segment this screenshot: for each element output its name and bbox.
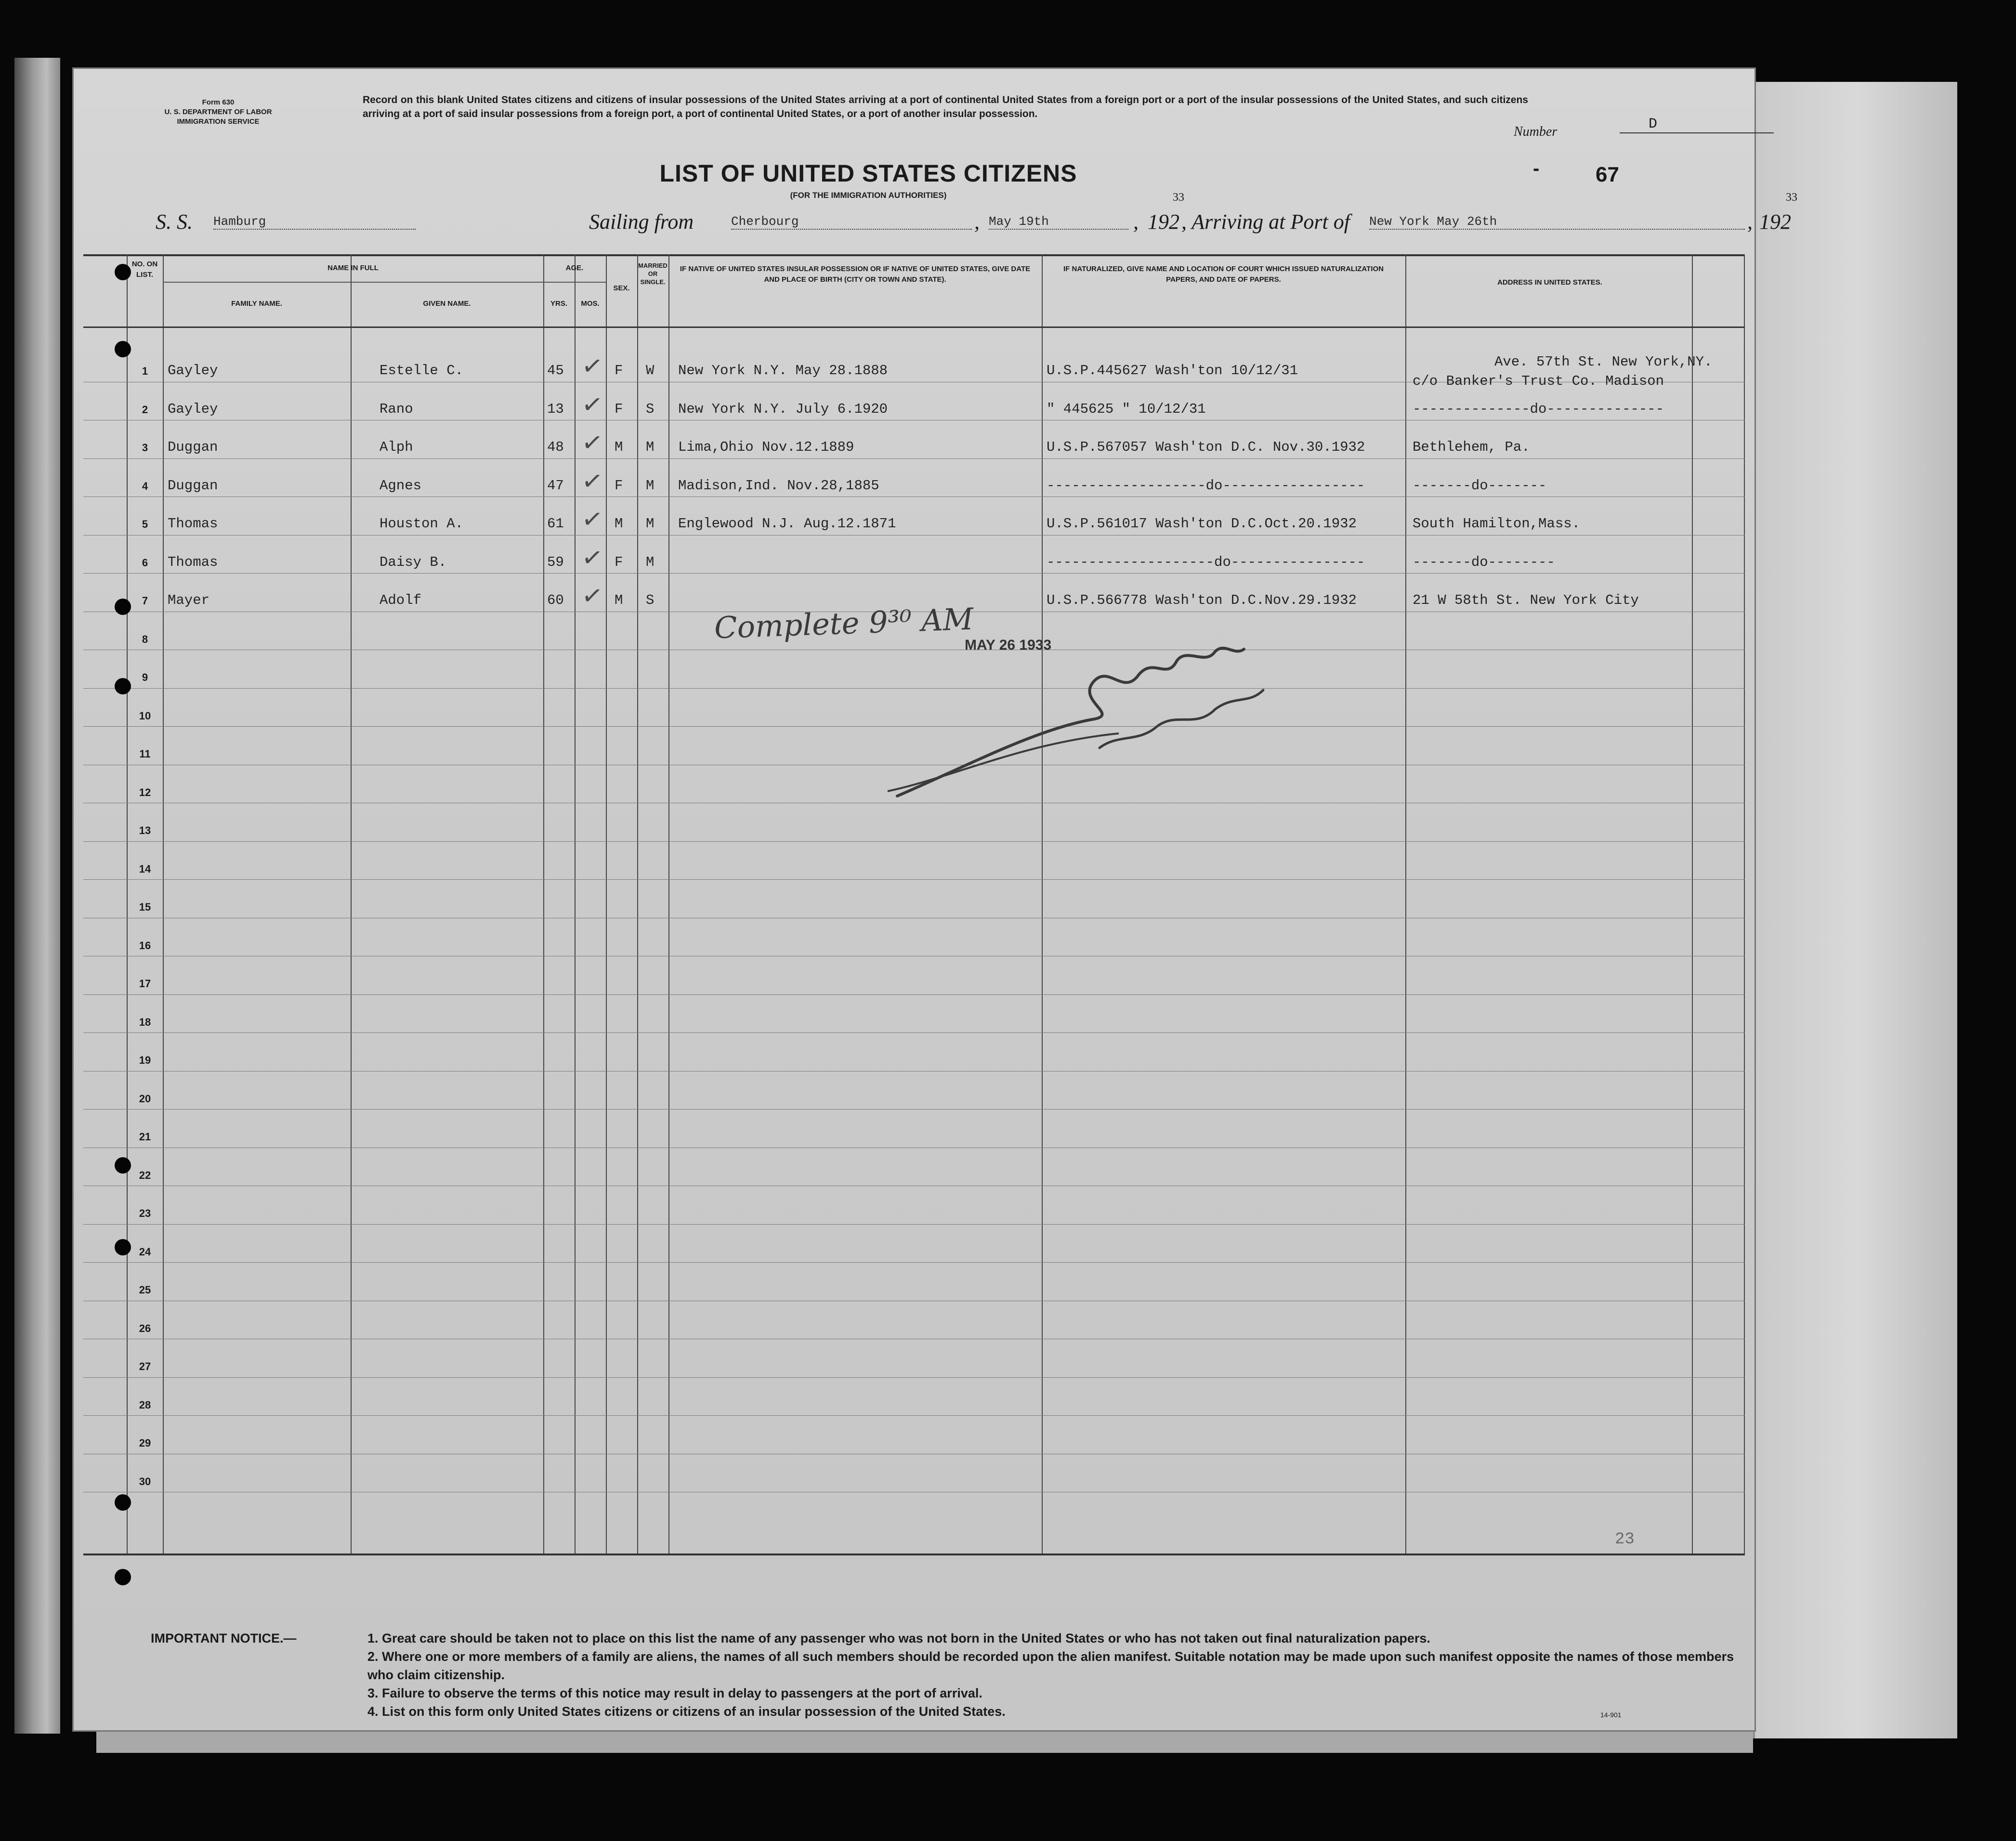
arrival-year: 192 [1759,210,1791,234]
punch-hole [115,1239,131,1255]
form-subtitle: (FOR THE IMMIGRATION AUTHORITIES) [790,191,947,200]
family-name-cell: Duggan [168,439,218,455]
row-rule [83,841,1745,842]
row-number: 24 [139,1245,151,1258]
ss-label: S. S. [156,210,193,234]
row-rule [83,1415,1745,1416]
marital-status-cell: M [646,477,655,494]
row-number: 5 [142,518,148,530]
row-number: 26 [139,1322,151,1334]
notice-list [367,1629,1735,1721]
row-number: 27 [139,1360,151,1372]
address-cell: -------do------- [1413,477,1547,494]
family-name-cell: Mayer [168,592,210,608]
col-divider [668,254,669,1554]
col-divider [575,254,576,1554]
row-number: 19 [139,1054,151,1066]
notice-heading: IMPORTANT NOTICE.— [151,1631,297,1645]
family-name-cell: Gayley [168,363,218,379]
sailing-year: 192 [1148,210,1179,234]
punch-hole [115,1569,131,1585]
inspector-signature [868,623,1302,806]
row-rule [83,1032,1745,1033]
header-name-in-full: NAME IN FULL [327,264,379,272]
naturalization-cell: U.S.P.567057 Wash'ton D.C. Nov.30.1932 [1047,439,1365,455]
marital-status-cell: M [646,516,655,532]
sex-cell: F [615,363,623,379]
sex-cell: F [615,477,623,494]
given-name-cell: Houston A. [380,516,464,532]
handwritten-completion-note: Complete 9³⁰ AM [713,601,974,646]
row-rule [83,1377,1745,1378]
right-page-underlay [1753,82,1957,1738]
department: U. S. DEPARTMENT OF LABOR [164,108,272,116]
header-given-name: GIVEN NAME. [423,300,471,308]
family-name-cell: Thomas [168,516,218,532]
manifest-form [72,67,1797,1732]
arrival-port-date: New York May 26th [1369,214,1745,230]
header-mos: MOS. [581,300,600,308]
notice-item: 2. Where one or more members of a family are aliens, the names of all such members should be recorded upon the alien manifest. Suitable notation may be made upon such manifest opposite the names of those members who claim citizenship. [367,1649,1734,1682]
given-name-cell: Rano [380,401,413,417]
row-rule [83,573,1745,574]
row-number: 25 [139,1284,151,1296]
header-no-on-list: NO. ON LIST. [131,260,158,279]
row-rule [83,1224,1745,1225]
given-name-cell: Agnes [380,477,422,494]
address-line-2-cell: c/o Banker's Trust Co. Madison [1413,373,1664,389]
naturalization-cell: U.S.P.445627 Wash'ton 10/12/31 [1047,363,1298,379]
row-number: 4 [142,480,148,492]
marital-status-cell: W [646,363,655,379]
punch-hole [115,341,131,357]
sailing-date: May 19th [989,214,1128,230]
row-rule [83,879,1745,880]
arriving-label: , Arriving at Port of [1181,210,1350,234]
header-sex: SEX. [613,284,630,292]
given-name-cell: Adolf [380,592,422,608]
form-title: LIST OF UNITED STATES CITIZENS [659,160,1077,187]
row-number: 15 [139,901,151,913]
form-instructions: Record on this blank United States citizens and citizens of insular possessions of the United States arriving at a port of continental United States from a foreign port or a port of the insular possessions of the United States, and such citizens arriving at a port of said insular possessions from a foreign port, a port of continental United States, or a port of another insular possession. [363,94,1528,119]
col-divider [1692,254,1693,1554]
col-divider [1042,254,1043,1554]
row-number: 20 [139,1092,151,1105]
col-divider [606,254,607,1554]
header-yrs: YRS. [550,300,567,308]
row-number: 21 [139,1131,151,1143]
punch-hole [115,599,131,615]
row-number: 7 [142,595,148,607]
table-bottom-border [83,1554,1745,1555]
table-top-border [83,254,1745,256]
given-name-cell: Daisy B. [380,554,447,570]
marital-status-cell: M [646,554,655,570]
sex-cell: F [615,401,623,417]
checkmark-icon: ✓ [580,581,605,612]
age-years-cell: 47 [547,477,564,494]
notice-item: 4. List on this form only United States citizens or citizens of an insular possession of the United States. [367,1704,1006,1719]
marital-status-cell: M [646,439,655,455]
col-divider [1744,254,1745,1554]
punch-hole [115,1494,131,1511]
row-number: 11 [139,748,151,760]
checkmark-icon: ✓ [580,352,605,382]
family-name-cell: Thomas [168,554,218,570]
naturalization-cell: " 445625 " 10/12/31 [1047,401,1206,417]
address-cell: -------do-------- [1413,554,1555,570]
address-cell: Ave. 57th St. New York,NY. [1494,354,1713,370]
row-rule [83,1262,1745,1263]
date-stamp: MAY 26 1933 [965,637,1052,653]
row-number: 8 [142,633,148,645]
arrival-year-suffix: 33 [1786,191,1797,204]
form-code: 14-901 [1600,1711,1622,1719]
row-rule [83,1109,1745,1110]
birth-cell: New York N.Y. July 6.1920 [678,401,888,417]
checkmark-icon: ✓ [580,543,605,574]
row-number: 9 [142,671,148,683]
col-divider [637,254,638,1554]
page-number-dash: - [1533,158,1540,179]
sex-cell: F [615,554,623,570]
birth-cell: Englewood N.J. Aug.12.1871 [678,516,896,532]
row-number: 10 [139,709,151,722]
row-rule [83,994,1745,995]
address-cell: 21 W 58th St. New York City [1413,592,1639,608]
checkmark-icon: ✓ [580,428,605,458]
punch-hole [115,678,131,694]
ship-name: Hamburg [213,214,416,230]
sailing-from-label: Sailing from [589,210,694,234]
address-cell: --------------do-------------- [1413,401,1664,417]
age-years-cell: 13 [547,401,564,417]
notice-item: 1. Great care should be taken not to place on this list the name of any passenger who was not born in the United States or who has not taken out final naturalization papers. [367,1631,1430,1645]
row-number: 12 [139,786,151,798]
checkmark-icon: ✓ [580,390,605,420]
checkmark-icon: ✓ [580,466,605,497]
voyage-line: S. S. Hamburg Sailing from Cherbourg , May 19th , 192 33 , Arriving at Port of New York May 26th , 192 33 [156,191,1797,234]
row-number: 14 [139,862,151,875]
sailing-year-suffix: 33 [1173,191,1184,204]
birth-cell: Madison,Ind. Nov.28,1885 [678,477,879,494]
row-number: 30 [139,1475,151,1488]
checkmark-icon: ✓ [580,505,605,535]
col-divider [163,254,164,1554]
row-number: 1 [142,365,148,377]
naturalization-cell: --------------------do---------------- [1047,554,1365,570]
family-name-cell: Duggan [168,477,218,494]
header-age: AGE. [565,264,584,272]
age-years-cell: 61 [547,516,564,532]
row-number: 22 [139,1169,151,1181]
page-number: 67 [1596,163,1619,186]
naturalization-cell: U.S.P.561017 Wash'ton D.C.Oct.20.1932 [1047,516,1357,532]
form-number: Form 630 [202,98,235,106]
left-page-edge [14,58,60,1734]
address-cell: South Hamilton,Mass. [1413,516,1581,532]
age-years-cell: 60 [547,592,564,608]
header-married-or-single: MARRIED OR SINGLE. [638,262,668,286]
row-number: 18 [139,1016,151,1028]
row-number: 17 [139,978,151,990]
row-number: 6 [142,556,148,569]
passenger-table [83,254,1745,1554]
age-years-cell: 45 [547,363,564,379]
service: IMMIGRATION SERVICE [177,118,260,126]
col-divider [1405,254,1406,1554]
given-name-cell: Alph [380,439,413,455]
punch-hole [115,264,131,280]
row-number: 13 [139,824,151,836]
row-number: 3 [142,442,148,454]
notice-item: 3. Failure to observe the terms of this notice may result in delay to passengers at the port of arrival. [367,1686,982,1700]
sex-cell: M [615,516,623,532]
birth-cell: Lima,Ohio Nov.12.1889 [678,439,854,455]
row-rule [83,458,1745,459]
naturalization-cell: U.S.P.566778 Wash'ton D.C.Nov.29.1932 [1047,592,1357,608]
sailing-port: Cherbourg [731,214,972,230]
header-subline [163,282,606,283]
birth-cell: New York N.Y. May 28.1888 [678,363,888,379]
age-years-cell: 48 [547,439,564,455]
row-rule [83,496,1745,497]
address-cell: Bethlehem, Pa. [1413,439,1530,455]
number-label: Number [1514,124,1558,139]
row-number: 28 [139,1398,151,1411]
punch-hole [115,1157,131,1174]
marital-status-cell: S [646,401,655,417]
stray-mark: 23 [1615,1530,1635,1549]
form-identifier [127,98,310,127]
col-divider [543,254,544,1554]
row-number: 29 [139,1437,151,1449]
age-years-cell: 59 [547,554,564,570]
header-bottom-border [83,326,1745,328]
header-family-name: FAMILY NAME. [231,300,282,308]
row-number: 2 [142,403,148,416]
header-birth: IF NATIVE OF UNITED STATES INSULAR POSSESSION OR IF NATIVE OF UNITED STATES, GIVE DATE AND PLACE OF BIRTH (CITY OR TOWN AND STATE). [680,265,1031,284]
sex-cell: M [615,592,623,608]
header-address: ADDRESS IN UNITED STATES. [1497,278,1602,287]
row-number: 16 [139,939,151,952]
sex-cell: M [615,439,623,455]
col-divider [351,254,352,1554]
marital-status-cell: S [646,592,655,608]
given-name-cell: Estelle C. [380,363,464,379]
naturalization-cell: -------------------do----------------- [1047,477,1365,494]
number-value: D [1620,116,1774,133]
header-naturalization: IF NATURALIZED, GIVE NAME AND LOCATION OF COURT WHICH ISSUED NATURALIZATION PAPERS, AND DATE OF PAPERS. [1063,265,1384,284]
row-number: 23 [139,1207,151,1219]
family-name-cell: Gayley [168,401,218,417]
